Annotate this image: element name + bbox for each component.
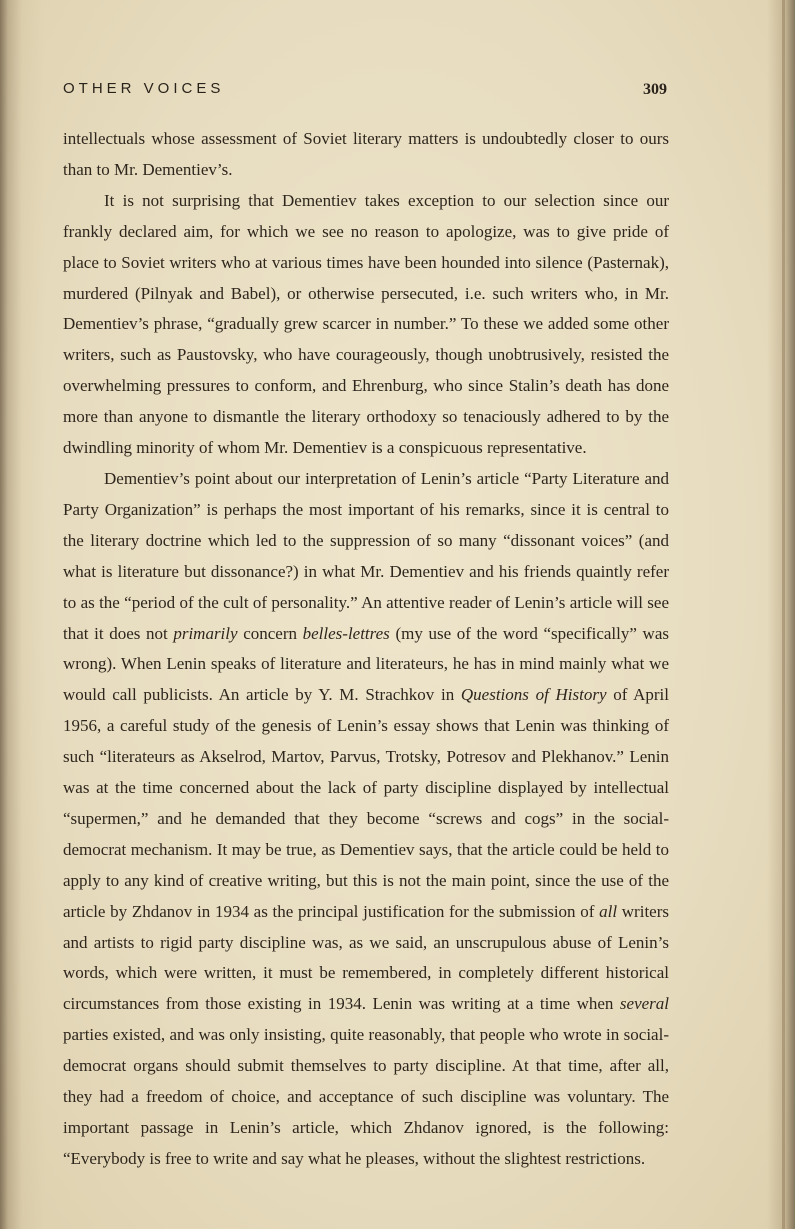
emphasis-belles-lettres: belles-lettres [302,623,390,643]
page-header [63,80,667,104]
paragraph-2-text: It is not surprising that Dementiev takes exception to our selection since our frankly declared aim, for which we see no reason to apologize, was to give pride of place to Soviet writers who at various times have been hounded into silence (Pasternak), murdered (Pilnyak and Babel), or otherwise persecuted, i.e. such writers who, in Mr. Dementiev’s phrase, “gradually grew scarcer in number.” To these we added some other writers, such as Paustovsky, who have courageously, though unobtrusively, resisted the overwhelming pressures to conform, and Ehrenburg, who since Stalin’s death has done more than anyone to dismantle the literary orthodoxy so tenaciously adhered to by the dwindling minority of whom Mr. Dementiev is a conspicuous representative. [63,190,669,458]
paragraph-1-text: intellectuals whose assessment of Soviet literary matters is undoubtedly closer to ours than to Mr. Dementiev’s. [63,129,669,179]
emphasis-primarily: primarily [173,623,238,643]
paragraph-3-text: of April 1956, a careful study of the genesis of Lenin’s essay shows that Lenin was thinking of such “literateurs as Akselrod, Martov, Parvus, Trotsky, Potresov and Plekhanov.” Lenin was at the time concerned about the lack of party discipline displayed by intellectual “supermen,” and he demanded that they become “screws and cogs” in the social-democrat mechanism. It may be true, as Dementiev says, that the article could be held to apply to any kind of creative writing, but this is not the main point, since the use of the article by Zhdanov in 1934 as the principal justification for the submission of [63,685,669,921]
page-edge [782,0,785,1229]
page-number: 309 [643,81,667,98]
body-text [63,124,669,1175]
emphasis-all: all [599,901,618,921]
running-head: OTHER VOICES [63,80,225,97]
paragraph-3-text: concern [237,623,303,643]
emphasis-several: several [619,994,669,1014]
journal-title: Questions of History [460,685,607,705]
paragraph-2 [63,186,669,464]
paragraph-1 [63,124,669,186]
paragraph-3-text: writers and artists to rigid party discipline was, as we said, an unscrupulous abuse of Lenin’s words, which were written, it must be remembered, in completely different historical circumstances from those existing in 1934. Lenin was writing at a time when [63,901,669,1014]
paragraph-3 [63,464,669,1175]
paragraph-3-text: Dementiev’s point about our interpretation of Lenin’s article “Party Literature and Party Organization” is perhaps the most important of his remarks, since it is central to the literary doctrine which led to the suppression of so many “dissonant voices” (and what is literature but dissonance?) in what Mr. Dementiev and his friends quaintly refer to as the “period of the cult of personality.” An attentive reader of Lenin’s article will see that it does not [63,468,669,643]
paragraph-3-text: (my use of the word “specifically” was wrong). When Lenin speaks of literature and literateurs, he has in mind mainly what we would call publicists. An article by Y. M. Strachkov in [63,623,669,705]
paragraph-3-text: parties existed, and was only insisting, quite reasonably, that people who wrote in social-democrat organs should submit themselves to party discipline. At that time, after all, they had a freedom of choice, and acceptance of such discipline was voluntary. The important passage in Lenin’s article, which Zhdanov ignored, is the following: “Everybody is free to write and say what he pleases, without the slightest restrictions. [63,1025,669,1168]
